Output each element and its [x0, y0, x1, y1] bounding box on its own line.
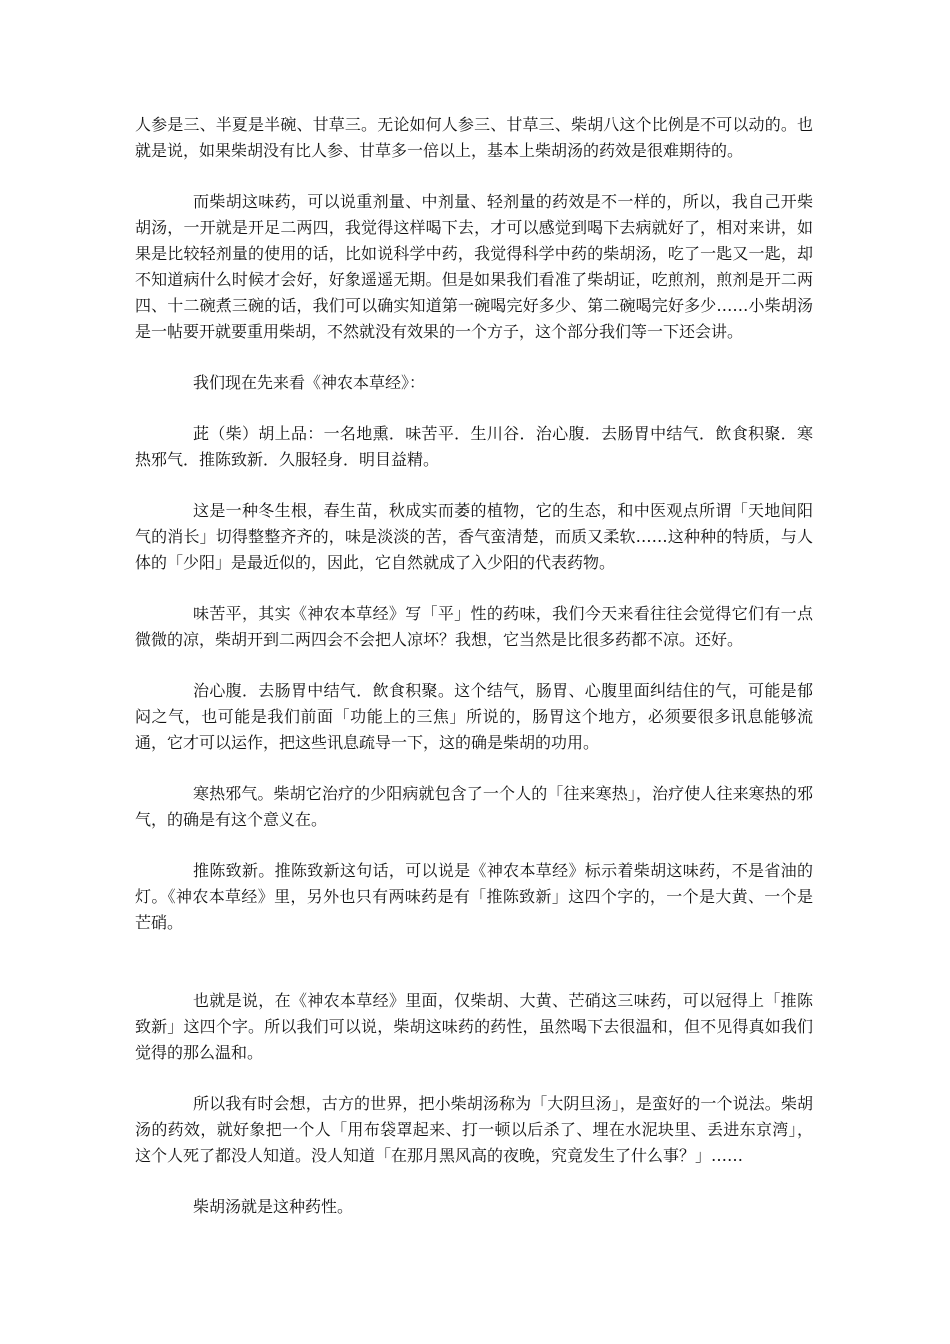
- paragraph: 寒热邪气。柴胡它治疗的少阳病就包含了一个人的「往来寒热」，治疗使人往来寒热的邪气，的确是有这个意义在。: [135, 784, 813, 829]
- paragraph: 味苦平，其实《神农本草经》写「平」性的药味，我们今天来看往往会觉得它们有一点微微的凉，柴胡开到二两四会不会把人凉坏？我想，它当然是比很多药都不凉。还好。: [135, 604, 813, 649]
- paragraph: 茈（柴）胡上品：一名地熏．味苦平．生川谷．治心腹．去肠胃中结气．飲食积聚．寒热邪气．推陈致新．久服轻身．明目益精。: [135, 424, 813, 469]
- paragraph: 人参是三、半夏是半碗、甘草三。无论如何人参三、甘草三、柴胡八这个比例是不可以动的。也就是说，如果柴胡没有比人参、甘草多一倍以上，基本上柴胡汤的药效是很难期待的。: [135, 115, 813, 160]
- paragraph: 柴胡汤就是这种药性。: [193, 1197, 354, 1216]
- paragraph: 我们现在先来看《神农本草经》：: [193, 373, 426, 392]
- paragraph: 治心腹．去肠胃中结气．飲食积聚。这个结气，肠胃、心腹里面纠结住的气，可能是郁闷之气，也可能是我们前面「功能上的三焦」所说的，肠胃这个地方，必须要很多讯息能够流通，它才可以运作，把这些讯息疏导一下，这的确是柴胡的功用。: [135, 681, 813, 752]
- paragraph: 所以我有时会想，古方的世界，把小柴胡汤称为「大阴旦汤」，是蛮好的一个说法。柴胡汤的药效，就好象把一个人「用布袋罩起来、打一顿以后杀了、埋在水泥块里、丢进东京湾」，这个人死了都没人知道。没人知道「在那月黑风高的夜晚，究竟发生了什么事？」……: [135, 1094, 813, 1165]
- paragraph: 也就是说，在《神农本草经》里面，仅柴胡、大黄、芒硝这三味药，可以冠得上「推陈致新」这四个字。所以我们可以说，柴胡这味药的药性，虽然喝下去很温和，但不见得真如我们觉得的那么温和。: [135, 991, 813, 1062]
- paragraph: 这是一种冬生根，春生苗，秋成实而萎的植物，它的生态，和中医观点所谓「天地间阳气的消长」切得整整齐齐的，味是淡淡的苦，香气蛮清楚，而质又柔软……这种种的特质，与人体的「少阳」是最近似的，因此，它自然就成了入少阳的代表药物。: [135, 501, 813, 572]
- paragraph: 推陈致新。推陈致新这句话，可以说是《神农本草经》标示着柴胡这味药，不是省油的灯。《神农本草经》里，另外也只有两味药是有「推陈致新」这四个字的，一个是大黄、一个是芒硝。: [135, 861, 813, 932]
- paragraph: 而柴胡这味药，可以说重剂量、中剂量、轻剂量的药效是不一样的，所以，我自己开柴胡汤，一开就是开足二两四，我觉得这样喝下去，才可以感觉到喝下去病就好了，相对来讲，如果是比较轻剂量的使用的话，比如说科学中药，我觉得科学中药的柴胡汤，吃了一匙又一匙，却不知道病什么时候才会好，好象遥遥无期。但是如果我们看准了柴胡证，吃煎剂，煎剂是开二两四、十二碗煮三碗的话，我们可以确实知道第一碗喝完好多少、第二碗喝完好多少……小柴胡汤是一帖要开就要重用柴胡，不然就没有效果的一个方子，这个部分我们等一下还会讲。: [135, 192, 813, 341]
- document-body: [135, 112, 813, 1245]
